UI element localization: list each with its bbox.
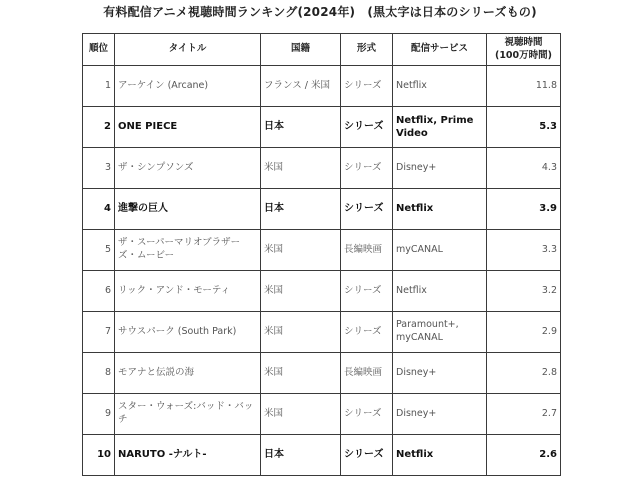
table-row (83, 312, 561, 353)
cell-country: 米国 (261, 230, 341, 271)
cell-service: myCANAL (393, 230, 487, 271)
cell-service: Disney+ (393, 353, 487, 394)
cell-title: サウスパーク (South Park) (115, 312, 261, 353)
cell-title: モアナと伝説の海 (115, 353, 261, 394)
cell-hours: 5.3 (487, 107, 561, 148)
cell-service: Disney+ (393, 148, 487, 189)
cell-country: 日本 (261, 107, 341, 148)
cell-format: シリーズ (341, 394, 393, 435)
cell-format: シリーズ (341, 189, 393, 230)
cell-service: Netflix (393, 271, 487, 312)
cell-rank: 10 (83, 435, 115, 476)
cell-rank: 9 (83, 394, 115, 435)
cell-format: シリーズ (341, 435, 393, 476)
cell-rank: 7 (83, 312, 115, 353)
page-title: 有料配信アニメ視聴時間ランキング(2024年) (黒太字は日本のシリーズもの) (103, 5, 537, 19)
cell-rank: 3 (83, 148, 115, 189)
table-row (83, 66, 561, 107)
cell-hours: 2.9 (487, 312, 561, 353)
table-row (83, 107, 561, 148)
cell-country: 日本 (261, 435, 341, 476)
cell-service: Netflix, Prime Video (393, 107, 487, 148)
cell-rank: 5 (83, 230, 115, 271)
cell-country: 米国 (261, 353, 341, 394)
table-row (83, 230, 561, 271)
table-row (83, 148, 561, 189)
cell-rank: 4 (83, 189, 115, 230)
cell-service: Disney+ (393, 394, 487, 435)
cell-country: 日本 (261, 189, 341, 230)
cell-hours: 2.8 (487, 353, 561, 394)
cell-format: シリーズ (341, 148, 393, 189)
header-hours (487, 34, 561, 66)
cell-rank: 2 (83, 107, 115, 148)
table-header-row (83, 34, 561, 66)
ranking-table (82, 33, 561, 476)
cell-country: 米国 (261, 148, 341, 189)
cell-title: スター・ウォーズ:バッド・バッチ (115, 394, 261, 435)
header-hours-line2: (100万時間) (494, 49, 552, 61)
cell-hours: 2.7 (487, 394, 561, 435)
table-row (83, 394, 561, 435)
table-row (83, 353, 561, 394)
cell-hours: 3.9 (487, 189, 561, 230)
cell-service: Netflix (393, 435, 487, 476)
cell-hours: 2.6 (487, 435, 561, 476)
header-title: タイトル (115, 34, 261, 66)
cell-rank: 6 (83, 271, 115, 312)
cell-title: アーケイン (Arcane) (115, 66, 261, 107)
cell-country: 米国 (261, 271, 341, 312)
cell-format: 長編映画 (341, 353, 393, 394)
cell-title: リック・アンド・モーティ (115, 271, 261, 312)
table-row (83, 271, 561, 312)
header-country: 国籍 (261, 34, 341, 66)
cell-rank: 1 (83, 66, 115, 107)
cell-country: 米国 (261, 312, 341, 353)
cell-title: ONE PIECE (115, 107, 261, 148)
cell-format: シリーズ (341, 66, 393, 107)
cell-service: Netflix (393, 189, 487, 230)
cell-title: 進撃の巨人 (115, 189, 261, 230)
table-row (83, 189, 561, 230)
cell-title: ザ・シンプソンズ (115, 148, 261, 189)
cell-hours: 3.3 (487, 230, 561, 271)
cell-title: NARUTO -ナルト- (115, 435, 261, 476)
cell-format: 長編映画 (341, 230, 393, 271)
cell-hours: 3.2 (487, 271, 561, 312)
header-rank: 順位 (83, 34, 115, 66)
cell-country: フランス / 米国 (261, 66, 341, 107)
header-hours-line1: 視聴時間 (504, 36, 543, 48)
cell-hours: 4.3 (487, 148, 561, 189)
cell-title: ザ・スーパーマリオブラザーズ・ムービー (115, 230, 261, 271)
cell-format: シリーズ (341, 312, 393, 353)
cell-format: シリーズ (341, 271, 393, 312)
cell-service: Netflix (393, 66, 487, 107)
cell-rank: 8 (83, 353, 115, 394)
header-service: 配信サービス (393, 34, 487, 66)
cell-country: 米国 (261, 394, 341, 435)
cell-hours: 11.8 (487, 66, 561, 107)
table-row (83, 435, 561, 476)
cell-service: Paramount+, myCANAL (393, 312, 487, 353)
header-format: 形式 (341, 34, 393, 66)
cell-format: シリーズ (341, 107, 393, 148)
